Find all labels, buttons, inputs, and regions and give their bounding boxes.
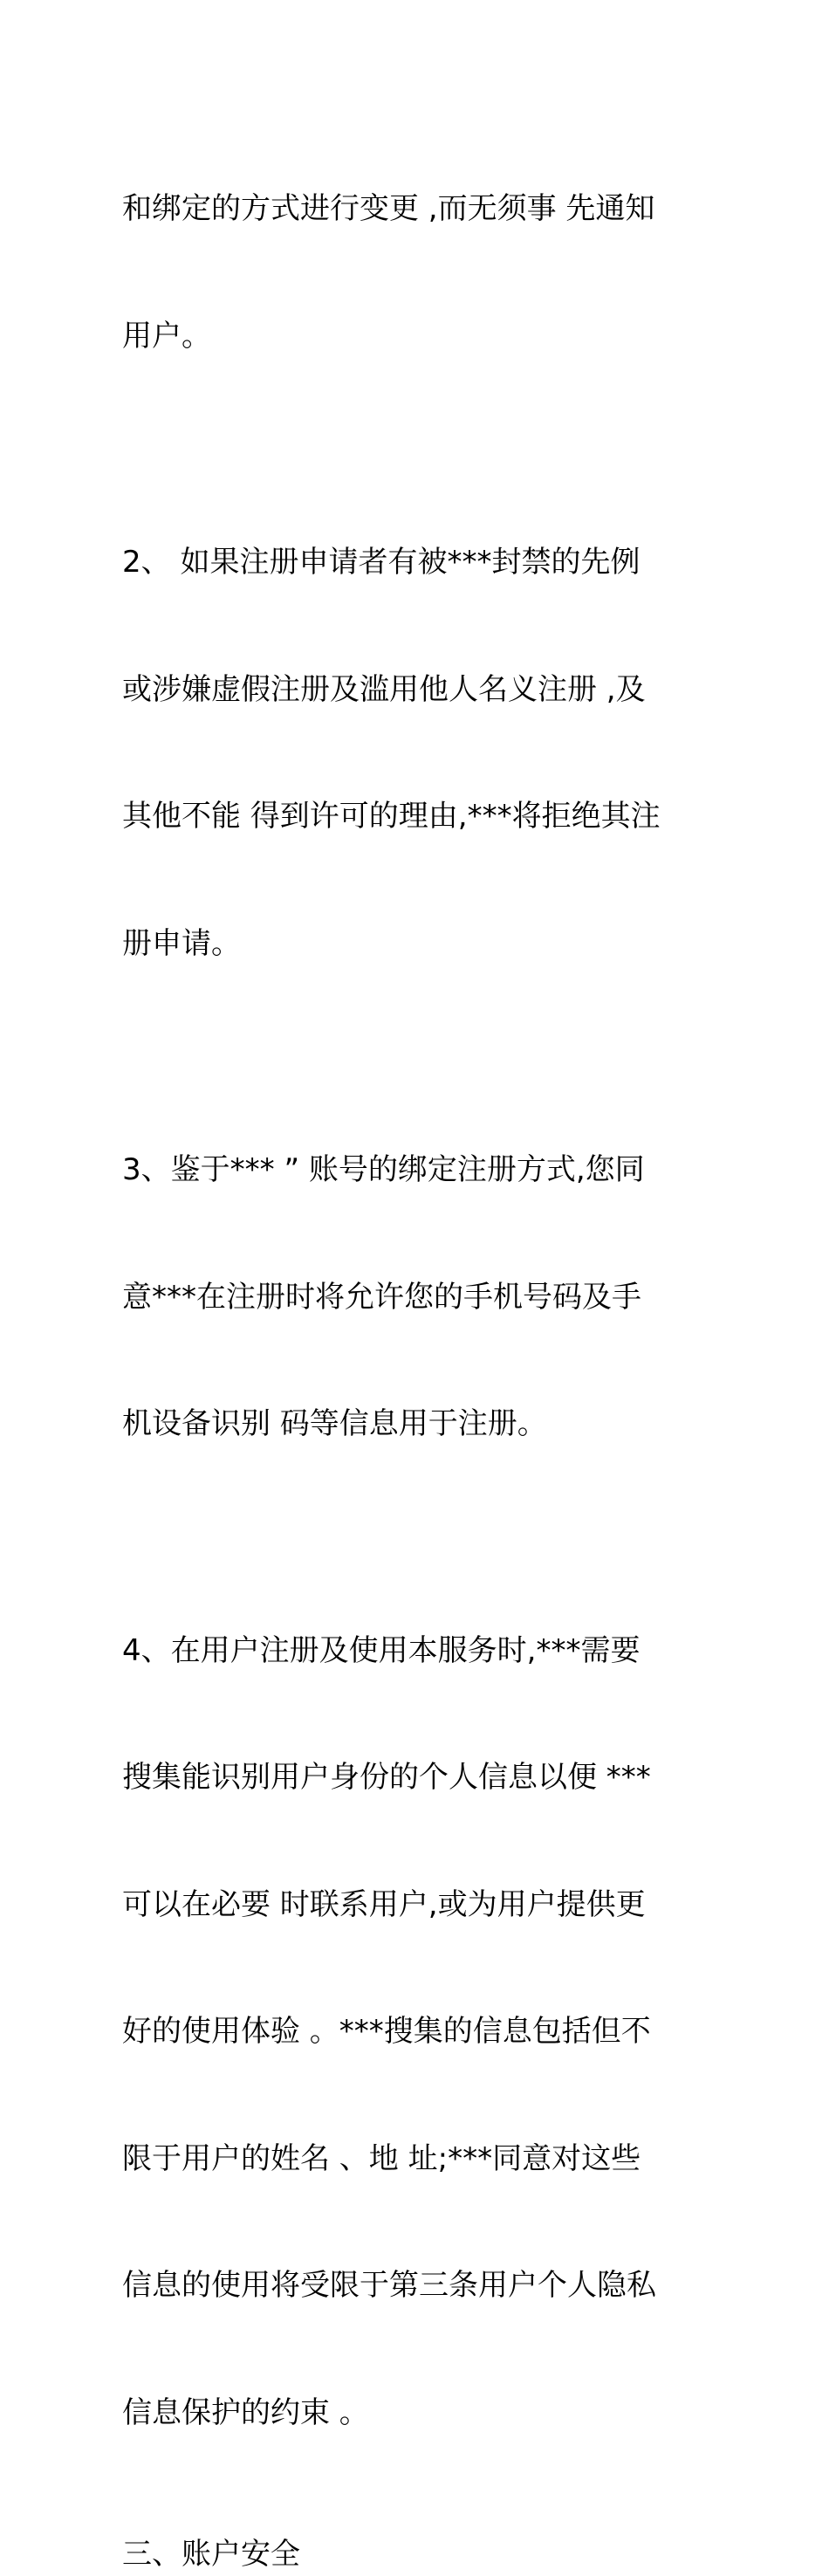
text-line: 或涉嫌虚假注册及滥用他人名义注册 ,及	[122, 671, 646, 707]
text-line: 3、鉴于*** ” 账号的绑定注册方式,您同	[122, 1152, 645, 1187]
text-line: 信息保护的约束 。	[122, 2394, 369, 2430]
paragraph-3	[122, 1064, 716, 1530]
text-line: 册申请。	[122, 925, 241, 961]
document-page	[122, 103, 716, 2576]
text-line: 可以在必要 时联系用户,或为用户提供更	[122, 1886, 646, 1922]
text-line: 其他不能 得到许可的理由,***将拒绝其注	[122, 799, 661, 834]
text-line: 4、在用户注册及使用本服务时,***需要	[122, 1632, 641, 1668]
text-line: 信息的使用将受限于第三条用户个人隐私	[122, 2268, 656, 2303]
paragraph-2	[122, 457, 716, 1049]
text-line: 限于用户的姓名 、地 址;***同意对这些	[122, 2140, 641, 2176]
text-line: 和绑定的方式进行变更 ,而无须事 先通知	[122, 191, 655, 226]
text-line: 搜集能识别用户身份的个人信息以便 ***	[122, 1760, 651, 1795]
text-line: 意***在注册时将允许您的手机号码及手	[122, 1279, 641, 1315]
paragraph-1	[122, 103, 716, 442]
text-line: 好的使用体验 。***搜集的信息包括但不	[122, 2014, 651, 2049]
text-line: 2、 如果注册申请者有被***封禁的先例	[122, 545, 641, 580]
paragraph-4	[122, 1545, 716, 2519]
text-line: 用户。	[122, 318, 211, 354]
section-heading: 三、账户安全	[122, 2537, 300, 2572]
text-line: 机设备识别 码等信息用于注册。	[122, 1406, 547, 1441]
